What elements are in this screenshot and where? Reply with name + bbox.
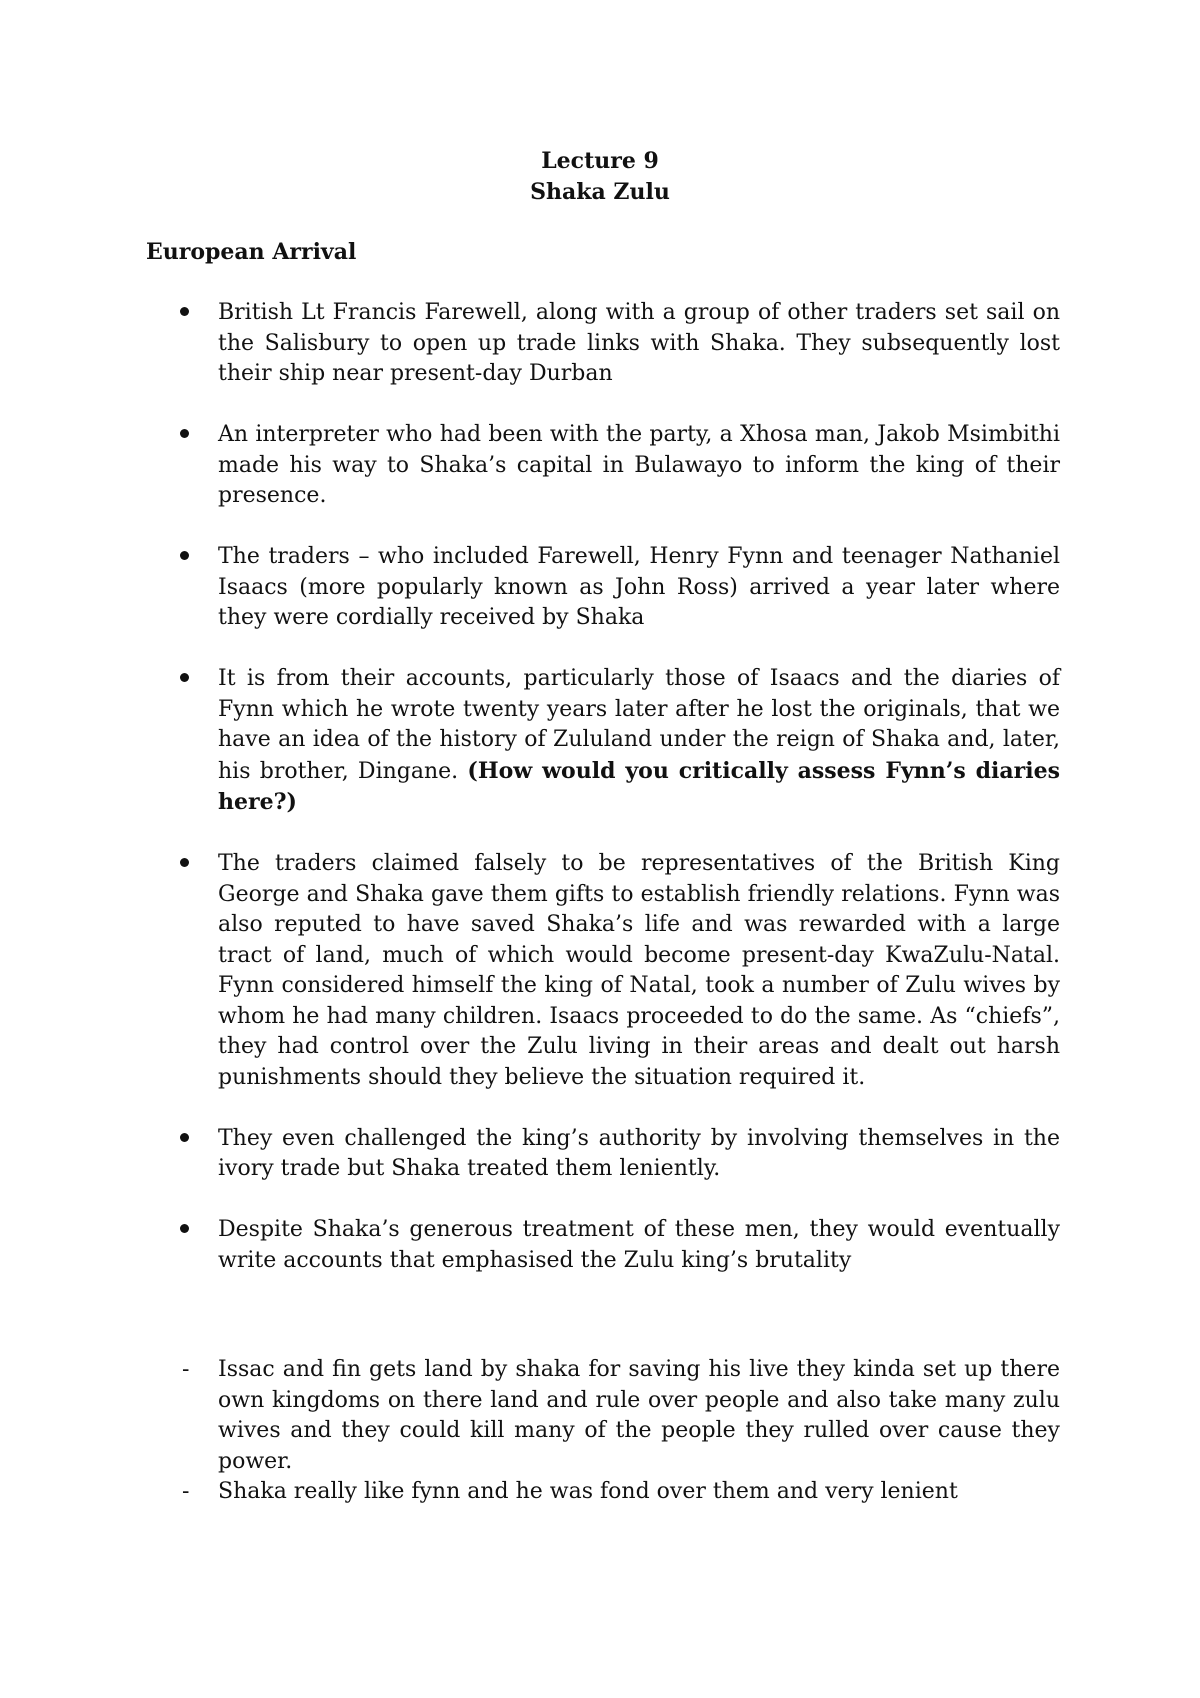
- bullet-item: [218, 298, 1060, 390]
- bullet-icon: [180, 420, 200, 451]
- bullet-text: Despite Shaka’s generous treatment of these men, they would eventually write accounts that emphasised the Zulu king’s brutality: [218, 1217, 1060, 1273]
- bullet-item: [218, 849, 1060, 1093]
- page-title: Lecture 9: [541, 148, 659, 174]
- title-block: [0, 146, 1200, 207]
- bullet-bold-question: (How would you critically assess Fynn’s diaries here?): [218, 757, 1060, 815]
- dash-text: Issac and fin gets land by shaka for saving his live they kinda set up there own kingdoms on there land and rule over people and also take many zulu wives and they could kill many of the people they rulled over cause they power.: [218, 1357, 1060, 1474]
- dash-list: [0, 1355, 1200, 1508]
- dash-item: [182, 1355, 1060, 1477]
- bullet-text: British Lt Francis Farewell, along with a group of other traders set sail on the Salisbury to open up trade links with Shaka. They subsequently lost their ship near present-day Durban: [218, 300, 1060, 386]
- bullet-icon: [180, 849, 200, 880]
- bullet-list: [0, 298, 1200, 1276]
- dash-text: Shaka really like fynn and he was fond over them and very lenient: [218, 1479, 958, 1504]
- bullet-text: An interpreter who had been with the party, a Xhosa man, Jakob Msimbithi made his way to Shaka’s capital in Bulawayo to inform the king of their presence.: [218, 422, 1060, 508]
- dash-marker: -: [182, 1479, 190, 1504]
- bullet-item: [218, 664, 1060, 819]
- section-heading: European Arrival: [146, 239, 357, 265]
- page-subtitle: Shaka Zulu: [530, 178, 670, 205]
- bullet-icon: [180, 298, 200, 329]
- bullet-item: [218, 542, 1060, 634]
- bullet-text: The traders – who included Farewell, Henry Fynn and teenager Nathaniel Isaacs (more popularly known as John Ross) arrived a year later where they were cordially received by Shaka: [218, 544, 1060, 630]
- dash-item: [182, 1477, 1060, 1508]
- bullet-icon: [180, 1215, 200, 1246]
- bullet-item: [218, 420, 1060, 512]
- bullet-icon: [180, 1124, 200, 1155]
- bullet-item: [218, 1215, 1060, 1276]
- bullet-text: The traders claimed falsely to be representatives of the British King George and Shaka gave them gifts to establish friendly relations. Fynn was also reputed to have saved Shaka’s life and was rewarded with a large tract of land, much of which would become present-day KwaZulu-Natal. Fynn considered himself the king of Natal, took a number of Zulu wives by whom he had many children. Isaacs proceeded to do the same. As “chiefs”, they had control over the Zulu living in their areas and dealt out harsh punishments should they believe the situation required it.: [218, 851, 1060, 1090]
- bullet-text: It is from their accounts, particularly those of Isaacs and the diaries of Fynn which he wrote twenty years later after he lost the originals, that we have an idea of the history of Zululand under the reign of Shaka and, later, his brother, Dingane.: [218, 666, 1060, 784]
- dash-marker: -: [182, 1357, 190, 1382]
- bullet-text: They even challenged the king’s authority by involving themselves in the ivory trade but Shaka treated them leniently.: [218, 1125, 1060, 1181]
- bullet-icon: [180, 664, 200, 695]
- bullet-icon: [180, 542, 200, 573]
- bullet-item: [218, 1124, 1060, 1185]
